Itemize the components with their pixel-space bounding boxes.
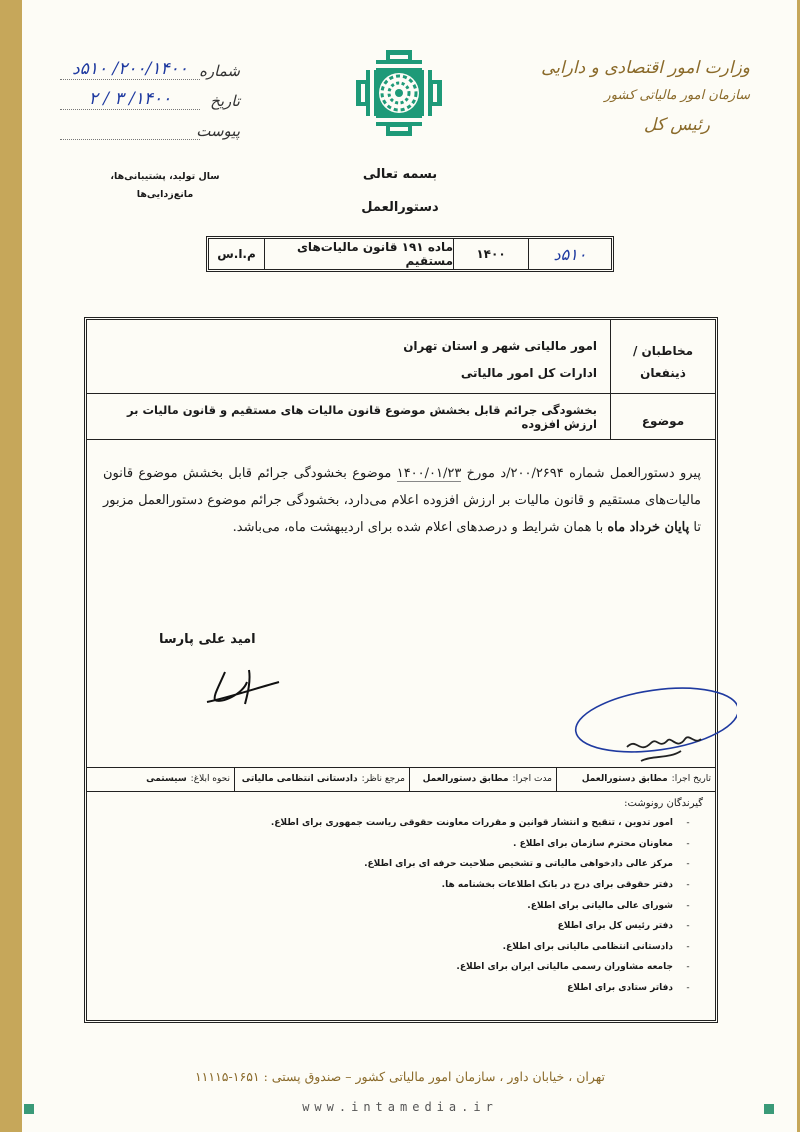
copy-recipient-item: - مرکز عالی دادخواهی مالیاتی و تشخیص صلاحیت حرفه ای برای اطلاع. [364,859,690,870]
office-title: رئیس کل [643,115,710,135]
year-slogan: سال تولید، پشتیبانی‌ها، مانع‌زدایی‌ها [110,171,220,200]
bismillah: بسمه تعالی [362,167,438,182]
execution-date-cell [556,767,715,791]
copy-recipient-item: - دفتر حقوقی برای درج در بانک اطلاعات بخشنامه ها. [441,880,690,891]
copy-recipient-item: - دفاتر ستادی برای اطلاع [567,983,690,994]
body-part-3: با همان شرایط و درصدهای اعلام شده برای اردیبهشت ماه، می‌باشد. [232,520,608,535]
ministry-name: وزارت امور اقتصادی و دارایی [541,58,750,78]
execution-meta-row [87,767,715,791]
footer-website: www.intamedia.ir [302,1100,498,1114]
signer-name: امید علی پارسا [159,632,256,647]
notify-cell [87,767,234,791]
attachment-label: پیوست [196,122,240,140]
reference-number: ۵۱۰د [528,239,611,269]
reference-year: ۱۴۰۰ [453,239,528,269]
number-value: ۲۰۰/۱۴۰۰/ ۵۱۰د [60,59,200,80]
row-divider [87,439,715,440]
number-row [60,50,240,80]
body-part-2: موضوع بخشودگی جرائم قابل بخشش موضوع قانون مالیات‌های مستقیم و قانون مالیات بر ارزش افزوده اعلام می‌دارد، بخشودگی جرائم موضوع دستورالعمل مزبور تا [103,466,701,535]
attachment-value [60,139,200,140]
subject-text: بخشودگی جرائم قابل بخشش موضوع قانون مالیات های مستقیم و قانون مالیات بر ارزش افزوده [126,403,597,431]
date-label: تاریخ [210,92,240,110]
subject-label: موضوع [641,414,685,428]
execution-date-label: تاریخ اجرا: [671,774,711,784]
body-deadline: پایان خرداد ماه [607,520,690,535]
copy-recipient-item: - جامعه مشاوران رسمی مالیاتی ایران برای اطلاع. [456,962,690,973]
number-label: شماره [199,62,240,80]
copy-recipient-item: - شورای عالی مالیاتی برای اطلاع. [527,900,690,911]
duration-label: مدت اجرا: [512,774,552,784]
execution-date-value: مطابق دستورالعمل [581,774,668,784]
reference-article: ماده ۱۹۱ قانون مالیات‌های مستقیم [264,239,453,269]
notify-value: سیستمی [146,774,187,784]
tax-organization-logo [356,50,442,136]
copy-recipients-title: گیرندگان رونوشت: [624,798,703,809]
footer-address: تهران ، خیابان داور ، سازمان امور مالیاتی کشور – صندوق پستی : ۱۶۵۱-۱۱۱۱۵ [194,1069,606,1084]
letter-meta-block [60,50,240,140]
copy-recipient-item: - امور تدوین ، تنقیح و انتشار قوانین و مقررات معاونت حقوقی ریاست جمهوری برای اطلاع. [270,818,690,829]
reference-code: م.ا.س [217,247,256,261]
body-part-1: پیرو دستورالعمل شماره ۲۰۰/۲۶۹۴/د مورخ [461,466,701,481]
recipient-line-1: امور مالیاتی شهر و استان تهران [403,339,597,353]
authority-label: مرجع ناظر: [361,774,405,784]
signature [187,652,297,712]
authority-value: دادستانی انتظامی مالیاتی [241,774,358,784]
date-row [60,80,240,110]
copy-recipient-item: - معاونان محترم سازمان برای اطلاع . [513,838,690,849]
body-date: ۱۴۰۰/۰۱/۲۳ [396,466,462,481]
duration-value: مطابق دستورالعمل [422,774,509,784]
copy-recipient-item: - دفتر رئیس کل برای اطلاع [557,921,690,932]
attachment-row [60,110,240,140]
footer-square-left [24,1104,34,1114]
approval-signature [557,685,737,775]
row-divider [87,393,715,394]
recipients-label: مخاطبان / ذینفعان [632,344,694,380]
document-title: دستورالعمل [361,200,439,215]
organization-name: سازمان امور مالیاتی کشور [604,88,750,103]
recipient-line-2: ادارات کل امور مالیاتی [460,366,597,380]
instruction-text [103,460,701,541]
instruction-body-box [84,317,718,1023]
copy-recipients [103,798,703,998]
copy-recipient-item: - دادستانی انتظامی مالیاتی برای اطلاع. [502,941,690,952]
footer-square-right [764,1104,774,1114]
ministry-header [520,58,750,135]
reference-box [206,236,614,272]
notify-label: نحوه ابلاغ: [190,774,230,784]
authority-cell [234,767,409,791]
date-value: ۱۴۰۰/ ۳ / ۲ [60,89,200,110]
duration-cell [409,767,556,791]
meta-divider-bottom [87,791,715,792]
